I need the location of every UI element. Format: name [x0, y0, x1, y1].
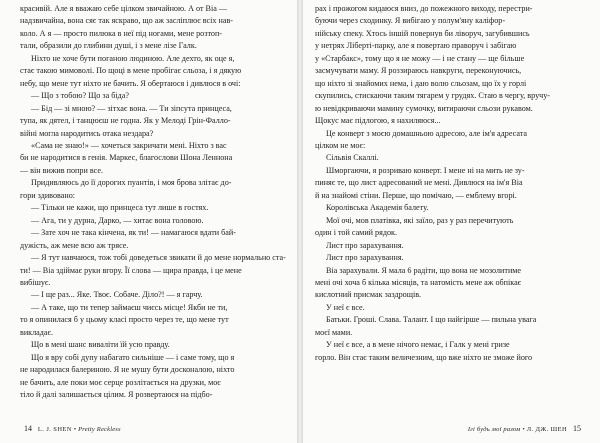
text-line: Придивляюсь до її дорогих пуантів, і моя брова злітає до- — [31, 178, 232, 188]
text-line: Що я вру собі дупу набагато сильніше — і саме тому, що я — [31, 352, 235, 362]
text-line: би не народитися в генія. Маркес, благослови Шона Леннона — [20, 153, 233, 163]
text-line: — він вижив попри все. — [20, 165, 103, 175]
text-line: У неї є все. — [326, 302, 365, 312]
page-number: 14 — [24, 424, 32, 433]
text-line: пиняє те, що лист адресований не мені. Дивлюся на ім'я Віа — [315, 178, 523, 188]
text-line: Лист про зарахування. — [326, 240, 404, 250]
text-line: — Ага, ти у дурна, Дарко, — хитає вона головою. — [31, 215, 204, 225]
text-line: рах і прожогом кидаюся вниз, до пожежного виходу, перестри- — [315, 4, 533, 13]
running-title: Ігі будь мої разом — [467, 426, 521, 433]
text-line: один і той самий рядок. — [315, 228, 398, 238]
text-line: — Я тут навчаюся, тож тобі доведеться звикати й до мене нормально ста- — [31, 253, 286, 263]
text-line: «Сама не знаю!» — хочеться закричати мені. Ніхто з вас — [31, 140, 227, 150]
text-line: красивій. Але я вважаю себе цілком звичайною. А от Віа — — [20, 4, 227, 13]
text-line: то я опинилася б у цьому класі просто через те, що мене тут — [20, 315, 229, 325]
left-page — [0, 0, 297, 443]
text-line: коло. А я — просто пилюка в неї під ногами, мене розтоп- — [20, 28, 223, 38]
text-line: Батьки. Гроші. Слава. Талант. І що найгірше — пильна увага — [326, 315, 537, 325]
text-line: надзвичайна, вона сяє так яскраво, що аж засліплює всіх нав- — [20, 16, 233, 26]
running-author: Л. ДЖ. ШЕН — [526, 426, 568, 433]
text-line: вибішує. — [20, 277, 51, 287]
text-line: стає такою мимоволі. По щоці в мене пробігає сльоза, і я дякую — [20, 66, 242, 76]
text-line: у нетрях Ліберті-парку, але я повертаю праворуч і забігаю — [315, 41, 517, 51]
text-line: Лист про зарахування. — [326, 253, 404, 263]
text-line: Що в мені шанс виваліти їй усю правду. — [31, 340, 170, 350]
text-line: що ніхто зі знайомих нема, і даю волю сльозам, що їх у горлі — [315, 78, 527, 88]
text-line: — Що з тобою? Що за біда? — [31, 91, 129, 101]
text-line: горло. Він стає таким величезним, що вже ніхто не зможе його — [315, 352, 533, 362]
right-page-footer: Ігі будь мої разом • Л. ДЖ. ШЕН 15 — [467, 424, 581, 433]
text-line: — Бід — зі мною? — зітхає вона. — Ти зіпсута принцеса, — [31, 103, 232, 113]
text-line: Це конверт з моєю домашньою адресою, але ім'я адресата — [326, 128, 528, 138]
text-line: ти! — Віа здіймає руки вгору. Її слова — щира правда, і це мене — [20, 265, 242, 275]
text-line: Сільвія Скаллі. — [326, 153, 379, 163]
text-line: буючи через сходинку. Я вибігаю у полум'яну каліфор- — [315, 16, 506, 26]
text-line: Щокус має підлогою, я нахиляюся... — [315, 116, 441, 126]
text-line: засмучувати маму. Я роззираюсь навкруги, переконуючись, — [315, 66, 522, 76]
text-line: гори здивовано: — [20, 190, 76, 200]
left-page-text — [20, 3, 286, 402]
text-line: — І ще раз... Яке. Твоє. Собаче. Діло?! — я гарчу. — [31, 290, 203, 300]
text-line: Королівська Академія балету. — [326, 203, 429, 213]
text-line: небу, що мене тут ніхто не бачить. Я обертаюся і дивлюся в очі: — [20, 78, 241, 88]
text-line: Ніхто не хоче бути поганою людиною. Але дехто, як оце я, — [31, 53, 235, 63]
text-line: викладає. — [20, 327, 54, 337]
text-line: у «Старбакс», тому що я не можу — і не стану — ще більше — [315, 53, 525, 63]
text-line: дужість, аж мене всю аж трясе. — [20, 240, 129, 250]
page-number: 15 — [573, 424, 581, 433]
right-page-text — [315, 3, 585, 364]
text-line: не народилася балериною. Я не мушу бути досконалою, ніхто — [20, 365, 235, 375]
text-line: мені очі хоча б кілька місяців, та натомість мене аж обпікає — [315, 277, 522, 287]
text-line: — А таке, що ти тепер займаєш чиєсь місце! Якби не ти, — [31, 302, 228, 312]
running-title: Pretty Reckless — [78, 426, 121, 433]
text-line: — Зате хоч не така кінчена, як ти! — намагаюся вдати бай- — [31, 228, 236, 238]
text-line: — Тільки не кажи, що принцеса тут лише в гостях. — [31, 203, 209, 213]
text-line: й на знайомі стіни. Перше, що помічаю, — емблему вгорі. — [315, 190, 517, 200]
text-line: моєї мами. — [315, 327, 353, 337]
text-line: У неї є все, а в мене нічого немає, і Галк у мені гризе — [326, 340, 510, 350]
text-line: цілком не моє: — [315, 140, 366, 150]
text-line: нійську спеку. Хтось іншій повернув би ліворуч, загубившись — [315, 28, 530, 38]
text-line: тупа, як дятел, і танцюєш не годна. Як у Мелоді Грін-Фалло- — [20, 116, 231, 126]
text-line: Мої очі, мов платівка, які заїло, раз у раз перечитують — [326, 215, 514, 225]
text-line: Віа зарахували. Я мала 6 радіти, що вона не мозолитиме — [326, 265, 522, 275]
text-line: Шморгаючи, я розриваю конверт. І мене ні на мить не зу- — [326, 165, 525, 175]
running-author: L. J. SHEN — [37, 426, 72, 433]
text-line: тіло й далі залишається цілим. Я розвертаюся на підбо- — [20, 390, 213, 400]
text-line: скупились, стискаючи таким тягарем у грудях. Стаю в чергу, вручу- — [315, 91, 550, 101]
right-page — [303, 0, 600, 443]
text-line: кислотний присмак заздрощів. — [315, 290, 422, 300]
left-page-footer: 14 L. J. SHEN • Pretty Reckless — [24, 424, 121, 433]
text-line: тали, образили до глибини душі, і з мене лізе Галк. — [20, 41, 197, 51]
text-line: не бачить, але поки моє серце розлітається на друзки, моє — [20, 377, 221, 387]
text-line: ю невідкриваючи мамину сумочку, витираючи сльози рукавом. — [315, 103, 533, 113]
text-line: війні могла народитись отака нездара? — [20, 128, 154, 138]
